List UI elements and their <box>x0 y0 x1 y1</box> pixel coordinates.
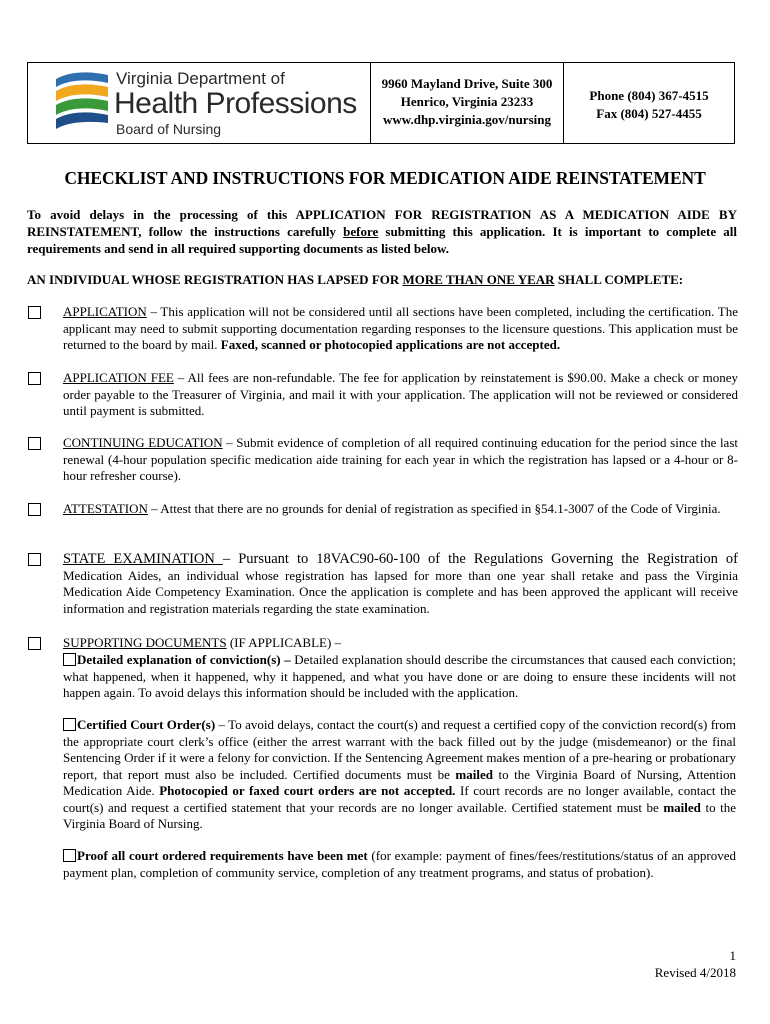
sub-item-body: to the Virginia Board of Nursing, Attention Medication Aide. <box>63 766 736 798</box>
checkbox[interactable] <box>63 653 76 666</box>
logo-line-3: Board of Nursing <box>116 121 222 137</box>
sub-item-body: to the Virginia Board of Nursing. <box>63 799 736 831</box>
subheading-text: AN INDIVIDUAL WHOSE REGISTRATION HAS LAPSED FOR <box>27 272 403 287</box>
address-street: 9960 Mayland Drive, Suite 300 <box>381 76 553 91</box>
sub-item-emphasis: Photocopied or faxed court orders are not accepted. <box>159 783 456 798</box>
supporting-item-court-requirements <box>63 848 736 881</box>
item-text <box>63 551 738 617</box>
supporting-item-conviction-explanation <box>63 652 736 702</box>
dhp-swoosh-icon <box>52 69 112 131</box>
item-body: – Attest that there are no grounds for denial of registration as specified in §54.1-3007 of the Code of Virginia. <box>147 501 721 516</box>
sub-item-body: – To avoid delays, contact the court(s) and request a certified copy of the conviction record(s) from the appropriate court clerk’s office (either the arrest warrant with the back filled out by the judge (misdemeanor) or the final Sentencing Order if it were a felony for conviction. If the Sentencing Agreement makes mention of a pre-hearing or probationary report, that report must also be included. Certified documents must be <box>63 717 736 782</box>
checkbox[interactable] <box>28 437 41 450</box>
checkbox[interactable] <box>28 306 41 319</box>
item-heading-tail: (IF APPLICABLE) <box>226 635 332 650</box>
item-body: – <box>331 635 342 650</box>
checkbox[interactable] <box>28 503 41 516</box>
subheading-text: SHALL COMPLETE: <box>554 272 684 287</box>
item-text <box>63 501 738 518</box>
checkbox[interactable] <box>63 718 76 731</box>
address-web: www.dhp.virginia.gov/nursing <box>383 112 551 127</box>
sub-item-body: (for example: payment of fines/fees/restitutions/status of an approved payment plan, completion of community service, completion of any treatment programs, and status of probation). <box>63 848 736 880</box>
address-block <box>371 75 563 129</box>
intro-underlined: before <box>343 224 379 239</box>
intro-text: submitting this application. It is important to complete all requirements and send in all required supporting documents as listed below. <box>27 224 737 256</box>
logo-line-2: Health Professions <box>114 87 357 120</box>
sub-item-heading: Certified Court Order(s) <box>77 717 216 732</box>
item-heading: APPLICATION FEE <box>63 370 174 385</box>
item-body: – Submit evidence of completion of all required continuing education for the period since the last renewal (4-hour population specific medication aide training for each year in which the registration has lapsed or a 4-hour or 8-hour refresher course). <box>63 435 738 483</box>
address-city: Henrico, Virginia 23233 <box>400 94 534 109</box>
dhp-logo <box>52 69 357 139</box>
item-body: – This application will not be considered until all sections have been completed, including the certification. The applicant may need to submit supporting documentation regarding responses to the licensure questions. This application must be returned to the board by mail. <box>63 304 738 352</box>
item-heading: CONTINUING EDUCATION <box>63 435 223 450</box>
supporting-item-court-orders <box>63 717 736 833</box>
phone-number: Phone (804) 367-4515 <box>589 88 709 103</box>
checkbox[interactable] <box>28 372 41 385</box>
section-subheading <box>27 272 747 288</box>
item-emphasis: Faxed, scanned or photocopied applications are not accepted. <box>220 337 561 352</box>
sub-item-body: Detailed explanation should describe the circumstances that caused each conviction; what happened, when it happened, why it happened, and what you have done or are doing to ensure these incidents will not happen again. To avoid delays this information should be included with the application. <box>63 652 736 700</box>
page-title: CHECKLIST AND INSTRUCTIONS FOR MEDICATION AIDE REINSTATEMENT <box>64 168 706 188</box>
item-heading: SUPPORTING DOCUMENTS <box>63 635 227 650</box>
item-text <box>63 635 738 652</box>
item-text <box>63 304 738 354</box>
item-text <box>63 435 738 485</box>
sub-item-heading: Proof all court ordered requirements have been met <box>77 848 368 863</box>
contact-block <box>564 87 734 123</box>
intro-paragraph <box>27 206 737 257</box>
item-body: – Pursuant to 18VAC90-60-100 of the Regulations Governing the Registration of <box>222 551 738 567</box>
item-body: Medication Aides, an individual whose registration has lapsed for more than one year shall retake and pass the Virginia Medication Aide Competency Examination. Once the application is complete and has been approved the applicant will receive information and registration materials regarding the state examination. <box>63 567 738 616</box>
page-number: 1 <box>729 948 736 963</box>
sub-item-heading: Detailed explanation of conviction(s) – <box>77 652 291 667</box>
fax-number: Fax (804) 527-4455 <box>596 106 702 121</box>
item-body: – All fees are non-refundable. The fee for application by reinstatement is $90.00. Make a check or money order payable to the Treasurer of Virginia, and mail it with your application. The application will not be reviewed or considered until payment is submitted. <box>63 370 738 418</box>
intro-text: To avoid delays in the processing of this APPLICATION FOR REGISTRATION AS A MEDICATION AIDE BY REINSTATEMENT, follow the instructions carefully <box>27 207 737 239</box>
sub-item-body: If court records are no longer available, contact the court(s) and request a certified statement that your records are no longer available. Certified statement must be <box>63 783 736 815</box>
logo-line-1: Virginia Department of <box>116 69 285 88</box>
sub-item-emphasis: mailed <box>663 799 701 815</box>
item-heading: STATE EXAMINATION <box>63 551 223 567</box>
item-heading: ATTESTATION <box>63 501 148 516</box>
checkbox[interactable] <box>28 553 41 566</box>
sub-item-emphasis: mailed <box>455 766 493 782</box>
checkbox[interactable] <box>28 637 41 650</box>
letterhead <box>27 62 735 144</box>
checkbox[interactable] <box>63 849 76 862</box>
item-heading: APPLICATION <box>63 304 147 319</box>
item-text <box>63 370 738 420</box>
subheading-underlined: MORE THAN ONE YEAR <box>402 272 555 287</box>
revision-date: Revised 4/2018 <box>654 965 736 980</box>
